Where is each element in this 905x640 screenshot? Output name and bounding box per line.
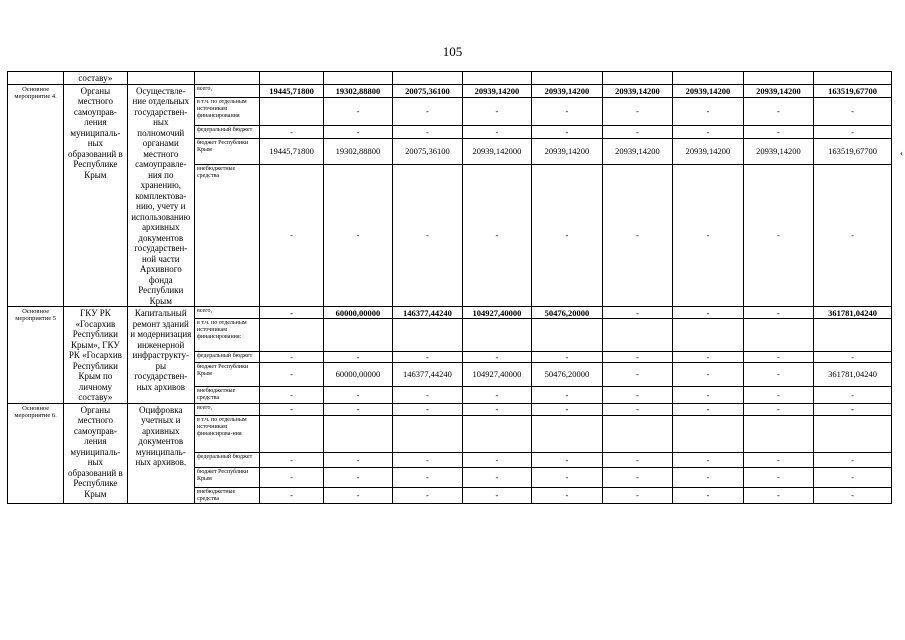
executor: Органы местного самоуправ-ления муниципаль-ных образований в Республике Крым [64,403,127,503]
funding-source-label: в т.ч. по отдельным источникам финансирования [195,97,260,125]
amount-cell: 146377,44240 [393,363,462,387]
amount-cell [673,415,744,452]
funding-source-label: в т.ч. по отдельным источникам финансирова-ния [195,415,260,452]
amount-cell: - [323,125,392,138]
amount-cell [260,97,323,125]
margin-mark: ‹ [900,148,903,158]
table-row [8,84,892,97]
amount-cell: - [393,452,462,467]
amount-cell: - [673,452,744,467]
amount-cell: - [462,164,531,306]
amount-cell: - [602,487,673,503]
funding-source-label: всего, [195,307,260,319]
cell [195,72,260,85]
funding-source-label: федеральный бюджет [195,125,260,138]
amount-cell: - [260,487,323,503]
budget-table [7,71,892,504]
amount-cell: 20939,14200 [743,138,814,164]
amount-cell: - [462,125,531,138]
cell [462,72,531,85]
amount-cell: - [743,97,814,125]
executor: ГКУ РК «Госархив Республики Крым», ГКУ РК «Госархив Республики Крым по личному составу» [64,307,127,404]
amount-cell: - [260,125,323,138]
cell [393,72,462,85]
amount-cell: - [323,97,392,125]
amount-cell: 20939,14200 [673,138,744,164]
cell [743,72,814,85]
activity-name: Основное мероприятие 5 [8,307,64,404]
amount-cell: - [673,363,744,387]
amount-cell: - [602,403,673,415]
amount-cell: 19445,71800 [260,138,323,164]
amount-cell [532,319,603,351]
amount-cell: - [602,386,673,403]
amount-cell: 20939,142000 [462,138,531,164]
amount-cell: 20939,14200 [602,84,673,97]
amount-cell: - [462,351,531,362]
amount-cell: - [602,307,673,319]
amount-cell: - [814,487,892,503]
amount-cell: - [814,467,892,487]
amount-cell: - [260,386,323,403]
amount-cell [323,415,392,452]
amount-cell: - [602,164,673,306]
activity-description: Капитальный ремонт зданий и модернизация инженерной инфраструкту-ры государствен-ных архивов [127,307,194,404]
table-row [8,307,892,319]
amount-cell: 20075,36100 [393,138,462,164]
amount-cell: - [532,386,603,403]
cell [602,72,673,85]
amount-cell: 19302,88800 [323,138,392,164]
amount-cell: - [602,467,673,487]
amount-cell: - [673,467,744,487]
amount-cell: - [323,467,392,487]
amount-cell: - [260,363,323,387]
amount-cell: - [814,164,892,306]
amount-cell: - [532,97,603,125]
page-number: 105 [442,44,463,59]
amount-cell [393,415,462,452]
amount-cell: - [532,467,603,487]
amount-cell: - [814,125,892,138]
amount-cell: - [673,97,744,125]
amount-cell [462,415,531,452]
amount-cell: - [743,386,814,403]
amount-cell: - [532,164,603,306]
amount-cell: - [393,164,462,306]
amount-cell: - [323,386,392,403]
amount-cell: - [743,164,814,306]
amount-cell: - [602,97,673,125]
table-row [8,403,892,415]
amount-cell [532,415,603,452]
activity-name: Основное мероприятие 4. [8,84,64,307]
amount-cell [393,319,462,351]
amount-cell: - [393,125,462,138]
amount-cell: 60000,00000 [323,363,392,387]
amount-cell: - [673,125,744,138]
amount-cell: - [393,467,462,487]
amount-cell [743,415,814,452]
amount-cell: 20939,14200 [532,84,603,97]
amount-cell: - [673,307,744,319]
cell [814,72,892,85]
amount-cell: - [673,386,744,403]
amount-cell: 104927,40000 [462,307,531,319]
amount-cell: 20939,14200 [462,84,531,97]
amount-cell: 60000,00000 [323,307,392,319]
activity-description: Оцифровка учетных и архивных документов муниципаль-ных архивов. [127,403,194,503]
amount-cell: 361781,04240 [814,363,892,387]
funding-source-label: бюджет Республики Крым [195,363,260,387]
amount-cell: - [743,403,814,415]
funding-source-label: внебюджетные средства [195,386,260,403]
amount-cell: - [602,452,673,467]
amount-cell [743,319,814,351]
amount-cell: 19445,71800 [260,84,323,97]
amount-cell: - [323,452,392,467]
amount-cell: - [602,125,673,138]
funding-source-label: внебюджетные средства [195,487,260,503]
amount-cell: - [814,403,892,415]
cell [532,72,603,85]
amount-cell: 20075,36100 [393,84,462,97]
amount-cell [814,319,892,351]
funding-source-label: бюджет Республики Крым [195,467,260,487]
amount-cell: - [462,467,531,487]
amount-cell: - [393,351,462,362]
amount-cell: - [743,452,814,467]
amount-cell: - [814,351,892,362]
amount-cell: - [260,164,323,306]
amount-cell [602,415,673,452]
amount-cell: 20939,14200 [532,138,603,164]
amount-cell: 20939,14200 [743,84,814,97]
amount-cell: 19302,88800 [323,84,392,97]
amount-cell: 146377,44240 [393,307,462,319]
amount-cell [814,415,892,452]
amount-cell: - [260,351,323,362]
amount-cell [602,319,673,351]
amount-cell: - [462,452,531,467]
amount-cell: 163519,67700 [814,84,892,97]
amount-cell: - [462,386,531,403]
amount-cell: - [260,403,323,415]
amount-cell: - [323,164,392,306]
funding-source-label: федеральный бюджет [195,452,260,467]
amount-cell: - [602,351,673,362]
amount-cell: - [532,403,603,415]
funding-source-label: в т.ч. по отдельным источникам финансирования: [195,319,260,351]
amount-cell: - [323,487,392,503]
amount-cell: 104927,40000 [462,363,531,387]
amount-cell: - [393,487,462,503]
amount-cell [260,319,323,351]
amount-cell: - [462,403,531,415]
amount-cell: - [260,467,323,487]
amount-cell: - [743,487,814,503]
executor: Органы местного самоуправ-ления муниципаль-ных образований в Республике Крым [64,84,127,307]
amount-cell: - [260,307,323,319]
funding-source-label: всего, [195,403,260,415]
amount-cell: - [743,363,814,387]
amount-cell: - [814,386,892,403]
amount-cell: - [532,351,603,362]
cell [127,72,194,85]
amount-cell: - [814,452,892,467]
cell [673,72,744,85]
amount-cell: - [743,125,814,138]
amount-cell: - [814,97,892,125]
amount-cell: - [673,403,744,415]
amount-cell: - [743,467,814,487]
amount-cell [323,319,392,351]
activity-name: Основное мероприятие 6. [8,403,64,503]
amount-cell: - [462,97,531,125]
amount-cell: - [323,351,392,362]
funding-source-label: бюджет Республики Крым [195,138,260,164]
amount-cell: 361781,04240 [814,307,892,319]
amount-cell: - [323,403,392,415]
amount-cell [462,319,531,351]
continued-executor-text: составу» [64,72,127,85]
amount-cell: - [393,386,462,403]
amount-cell: - [743,351,814,362]
cell [323,72,392,85]
amount-cell: - [393,97,462,125]
amount-cell: 50476,20000 [532,363,603,387]
amount-cell: - [673,164,744,306]
amount-cell: - [462,487,531,503]
amount-cell: - [532,125,603,138]
cell [8,72,64,85]
amount-cell: - [673,351,744,362]
amount-cell [673,319,744,351]
amount-cell: - [743,307,814,319]
funding-source-label: внебюджетные средства [195,164,260,306]
amount-cell: 20939,14200 [602,138,673,164]
funding-source-label: всего, [195,84,260,97]
amount-cell: - [673,487,744,503]
amount-cell [260,415,323,452]
amount-cell: - [602,363,673,387]
amount-cell: - [260,452,323,467]
amount-cell: - [532,452,603,467]
header-continuation-row [8,72,892,85]
amount-cell: - [532,487,603,503]
activity-description: Осуществле-ние отдельных государствен-ных полномочий органами местного самоуправле-ния по хранению, комплектова-нию, учету и использованию архивных документов государствен-ной части Архивного фонда Республики Крым [127,84,194,307]
amount-cell: 50476,20000 [532,307,603,319]
amount-cell: 20939,14200 [673,84,744,97]
funding-source-label: федеральный бюджет [195,351,260,362]
amount-cell: 163519,67700 [814,138,892,164]
amount-cell: - [393,403,462,415]
cell [260,72,323,85]
